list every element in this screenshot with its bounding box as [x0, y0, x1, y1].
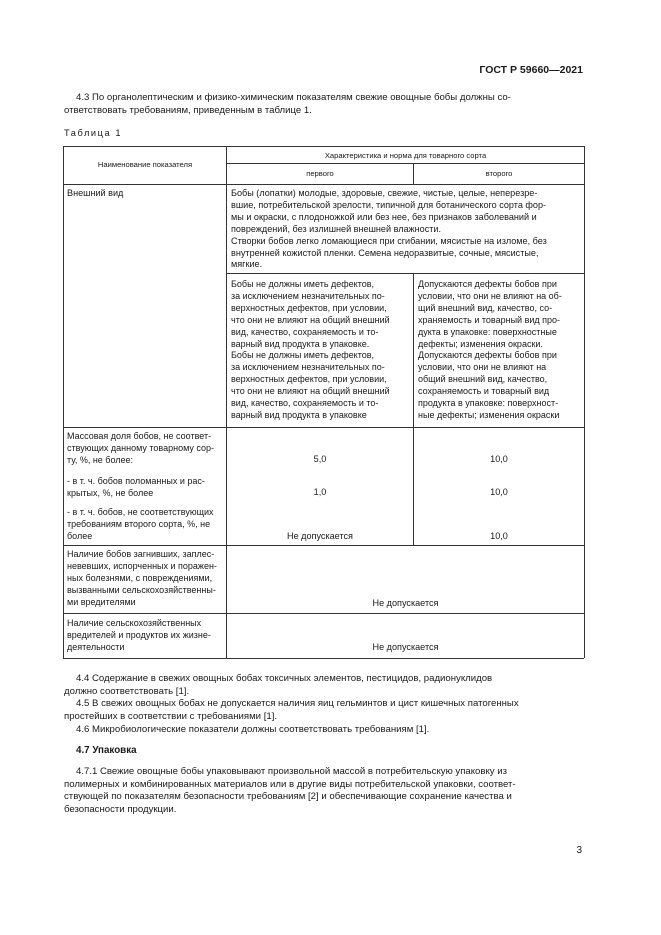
text-line: Бобы не должны иметь дефектов,: [231, 350, 375, 361]
paragraph-4-4: [64, 673, 583, 698]
text-line: Бобы не должны иметь дефектов,: [231, 279, 375, 289]
rotten-value: Не допускается: [372, 598, 439, 608]
paragraph-line: 4.7.1 Свежие овощные бобы упаковывают произвольной массой в потребительскую упаковку из: [76, 766, 508, 777]
text-line: щий внешний вид, качество, со-: [418, 302, 553, 313]
row-name-not-second-grade: [67, 507, 222, 543]
text-line: верхностных дефектов, при условии,: [231, 302, 387, 313]
text-line: крытых, %, не более: [67, 487, 154, 498]
section-heading-4-7: 4.7 Упаковка: [76, 745, 137, 756]
text-line: храняемость и товарный вид про-: [418, 314, 561, 325]
text-line: более: [67, 530, 93, 541]
text-line: вредителей и продуктов их жизне-: [67, 629, 211, 640]
text-line: вызванными сельскохозяйственны-: [67, 584, 216, 595]
paragraph-4-3: [64, 92, 583, 117]
text-line: сохраняемость и товарный вид: [418, 386, 550, 397]
paragraph-line: простейших в соответствии с требованиями [1].: [64, 710, 278, 722]
text-line: ные дефекты; изменения окраски: [418, 409, 560, 420]
text-line: ту, %, не более:: [67, 454, 134, 465]
text-line: ствующих данному товарному сор-: [67, 442, 214, 453]
row-name-rotten-beans: [67, 549, 222, 609]
page-number: 3: [576, 845, 582, 856]
text-line: дукта в упаковке: поверхностные: [418, 326, 557, 337]
mass-first-grade-value: 5,0: [313, 454, 327, 464]
text-line: Допускаются дефекты бобов при: [418, 279, 557, 289]
not-second-first-grade-value: Не допускается: [287, 531, 353, 541]
row-name-broken-beans: [67, 476, 222, 500]
row-name-pests: [67, 618, 222, 654]
text-line: требованиям второго сорта, %, не: [67, 518, 211, 529]
text-line: вид, качество, сохраняемость и то-: [231, 398, 379, 409]
text-line: невевших, испорченных и поражен-: [67, 560, 217, 571]
text-line: деятельности: [67, 641, 125, 652]
text-line: что они не влияют на общий внешний: [231, 314, 390, 325]
text-line: - в т. ч. бобов, не соответствующих: [67, 507, 214, 517]
column-header-second-grade: второго: [485, 169, 513, 178]
paragraph-line: 4.5 В свежих овощных бобах не допускается наличия яиц гельминтов и цист кишечных патогенных: [76, 698, 519, 709]
paragraph-line: должно соответствовать [1].: [64, 685, 190, 697]
paragraph-line: полимерных и комбинированных материалов или в другие виды потребительской упаковки, соответ-: [64, 778, 516, 790]
text-line: вид, качество, сохраняемость и то-: [231, 326, 379, 337]
text-line: продукта в упаковке: поверхност-: [418, 398, 559, 409]
text-line: за исключением незначительных по-: [231, 290, 385, 301]
mass-second-grade-value: 10,0: [490, 454, 508, 464]
text-line: Массовая доля бобов, не соответ-: [67, 431, 212, 441]
text-line: мы и окраски, с плодоножкой или без нее, без признаков заболеваний и: [231, 211, 537, 222]
column-header-first-grade: первого: [306, 169, 334, 178]
text-line: условии, что они не влияют на: [418, 362, 547, 373]
text-line: варный вид продукта в упаковке: [231, 409, 367, 420]
row-name-mass-fraction: [67, 431, 222, 467]
text-line: варный вид продукта в упаковке.: [231, 338, 370, 349]
text-line: повреждений, без излишней внешней влажности.: [231, 223, 442, 234]
table-caption: Таблица 1: [64, 128, 123, 138]
broken-second-grade-value: 10,0: [490, 487, 508, 497]
pests-value: Не допускается: [372, 642, 439, 652]
appearance-second-grade-text: [418, 279, 581, 422]
appearance-common-text: [231, 188, 581, 271]
document-code: ГОСТ Р 59660—2021: [479, 64, 583, 76]
not-second-second-grade-value: 10,0: [490, 531, 508, 541]
text-line: Створки бобов легко ломающиеся при сгибании, мясистые на изломе, без: [231, 235, 547, 246]
text-line: вшие, потребительской зрелости, типичной для ботанического сорта фор-: [231, 199, 547, 210]
text-line: Допускаются дефекты бобов при: [418, 350, 557, 361]
text-line: внутренней кожистой пленки. Семена недоразвитые, сочные, мясистые,: [231, 247, 539, 258]
text-line: за исключением незначительных по-: [231, 362, 385, 373]
paragraph-line: ствующей по показателям безопасности требованиям [2] и обеспечивающие сохранение качества и: [64, 791, 512, 802]
broken-first-grade-value: 1,0: [313, 487, 327, 497]
column-header-grade-group: Характеристика и норма для товарного сорта: [324, 151, 487, 160]
paragraph-line: 4.3 По органолептическим и физико-химическим показателям свежие овощные бобы должны со-: [76, 92, 511, 103]
text-line: Бобы (лопатки) молодые, здоровые, свежие, чистые, целые, неперезре-: [231, 188, 538, 198]
text-line: что они не влияют на общий внешний: [231, 386, 390, 397]
text-line: Наличие сельскохозяйственных: [67, 618, 202, 628]
text-line: общий внешний вид, качество,: [418, 374, 548, 385]
text-line: дефекты; изменения окраски.: [418, 338, 543, 349]
paragraph-line: 4.4 Содержание в свежих овощных бобах токсичных элементов, пестицидов, радионуклидов: [76, 673, 493, 684]
text-line: условии, что они не влияют на об-: [418, 290, 562, 301]
paragraph-4-5: [64, 698, 583, 723]
text-line: мягкие.: [231, 259, 263, 270]
column-header-indicator: Наименование показателя: [97, 160, 193, 169]
text-line: ми вредителями: [67, 596, 136, 607]
text-line: ных болезнями, с повреждениями,: [67, 572, 213, 583]
row-name-appearance: Внешний вид: [67, 188, 124, 198]
text-line: - в т. ч. бобов поломанных и рас-: [67, 476, 205, 486]
paragraph-line: ответствовать требованиям, приведенным в таблице 1.: [64, 104, 312, 116]
appearance-first-grade-text: [231, 279, 410, 422]
text-line: Наличие бобов загнивших, заплес-: [67, 549, 215, 559]
text-line: верхностных дефектов, при условии,: [231, 374, 387, 385]
paragraph-4-6: 4.6 Микробиологические показатели должны соответствовать требованиям [1].: [76, 724, 430, 735]
paragraph-line: безопасности продукции.: [64, 803, 177, 815]
paragraph-4-7-1: [64, 766, 583, 816]
